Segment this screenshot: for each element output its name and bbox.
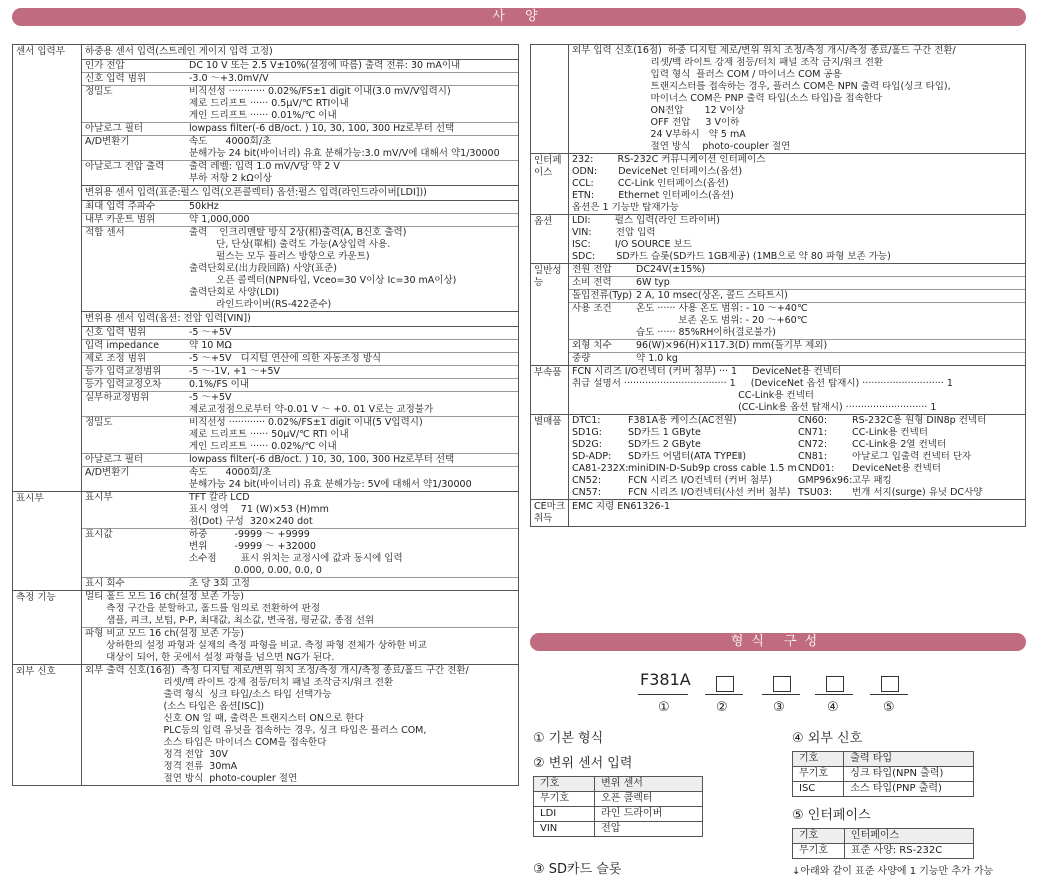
sold-cell: SD카드 어댑터(ATA TYPEⅡ) xyxy=(628,451,747,462)
spec-item xyxy=(82,379,518,392)
spec-line: CC-Link용 컨넥터 xyxy=(572,390,814,401)
option-lines xyxy=(569,215,1025,263)
model-row xyxy=(793,844,974,859)
model-banner: 형식 구성 xyxy=(530,633,1026,651)
sold-cell: GMP96x96: xyxy=(798,475,852,486)
model-cell: 기호 xyxy=(534,777,595,792)
sec-basic: ① 기본 형식 xyxy=(533,731,604,746)
spec-line: (CC-Link용 옵션 탑재시) ··························· 1 xyxy=(572,402,937,413)
sold-row xyxy=(572,427,1022,439)
spec-line: ISC: I/O SOURCE 보드 xyxy=(572,239,692,250)
spec-item-label: 신호 입력 범위 xyxy=(85,73,147,84)
sold-cell: CC-Link용 컨넥터 xyxy=(852,427,928,438)
spec-item-value: 약 10 MΩ xyxy=(189,340,232,351)
underline-1 xyxy=(638,694,688,695)
pulse-head: 변위용 센서 입력(표준:펄스 입력(오픈콜렉터) 옵션:펄스 입력(라인드라이버[LDI])) xyxy=(82,186,518,201)
spec-item-value: 96(W)×96(H)×117.3(D) mm(돌기부 제외) xyxy=(636,340,828,351)
spec-item-label: 제로 조정 범위 xyxy=(85,353,147,364)
ext-output-lines xyxy=(82,665,518,785)
sold-cell: SD1G: xyxy=(572,427,602,438)
spec-item xyxy=(82,161,518,185)
spec-item-label: 정밀도 xyxy=(85,417,113,428)
model-cell: 변위 센서 xyxy=(595,777,703,792)
model-cell: 무기호 xyxy=(534,792,595,807)
spec-line: 232: RS-232C 커뮤니케이션 인터페이스 xyxy=(572,154,766,165)
model-row xyxy=(793,767,974,782)
spec-item-label: 정밀도 xyxy=(85,86,113,97)
spec-line: 취급 설명서 ·································· 1 (DeviceNet 옵션 탑재시) ··························· 1 xyxy=(572,378,953,389)
sold-cell: RS-232C용 원형 DIN8p 컨넥터 xyxy=(852,415,987,426)
spec-line: 출력 형식 싱크 타입/소스 타입 선택가능 xyxy=(85,689,332,700)
spec-table-left xyxy=(12,44,519,786)
spec-item-value: lowpass filter(-6 dB/oct. ) 10, 30, 100, 300 Hz로부터 선택 xyxy=(189,454,455,465)
spec-item-value: 6W typ xyxy=(636,277,670,288)
spec-item xyxy=(82,353,518,366)
model-cell: 소스 타입(PNP 출력) xyxy=(844,782,974,797)
spec-line: CCL: CC-Link 인터페이스(옵션) xyxy=(572,178,729,189)
sold-cell: miniDIN-D-Sub9p cross cable 1.5 m xyxy=(628,463,797,474)
model-cell: 무기호 xyxy=(793,844,845,859)
spec-line: 샘플, 피크, 보텀, P-P, 최대값, 최소값, 변곡점, 평균값, 종점 선위 xyxy=(85,615,375,626)
model-cell: 싱크 타입(NPN 출력) xyxy=(844,767,974,782)
spec-item-label: 아날로그 필터 xyxy=(85,123,144,134)
spec-item-label: 입력 impedance xyxy=(85,340,160,351)
spec-line: 절연 방식 photo-coupler 절연 xyxy=(572,141,791,152)
model-cell: LDI xyxy=(534,807,595,822)
spec-table-right xyxy=(530,44,1026,527)
spec-item-label: 외형 치수 xyxy=(572,340,612,351)
measure-wave-compare xyxy=(82,628,518,664)
spec-item xyxy=(82,201,518,214)
spec-line: 멀티 홀드 모드 16 ch(설정 보존 가능) xyxy=(85,591,244,602)
model-cell: 기호 xyxy=(793,829,845,844)
spec-line: 상하한의 설정 파형과 실제의 측정 파형을 비교. 측정 파형 전체가 상하한 비교 xyxy=(85,640,427,651)
spec-item-value: -3.0 ～+3.0mV/V xyxy=(189,73,269,84)
spec-item-label: 아날로그 전압 출력 xyxy=(85,161,165,172)
sold-row xyxy=(572,439,1022,451)
sold-cell: 아날로그 입출력 컨넥터 단자 xyxy=(852,451,972,462)
spec-line: ODN: DeviceNet 인터페이스(옵션) xyxy=(572,166,743,177)
model-box-3 xyxy=(826,676,844,692)
spec-item xyxy=(82,136,518,161)
spec-item-label: 표시값 xyxy=(85,529,113,540)
volt-head: 변위용 센서 입력(옵션: 전압 입력[VIN]) xyxy=(82,312,518,327)
sold-cell: CN52: xyxy=(572,475,602,486)
spec-line: 절연 방식 photo-coupler 절연 xyxy=(85,773,298,784)
sold-cell: SD카드 1 GByte xyxy=(628,427,701,438)
spec-item-value: 약 1,000,000 xyxy=(189,214,250,225)
model-cell: 기호 xyxy=(793,752,844,767)
num-2: ② xyxy=(716,700,728,715)
cat-option: 옵션 xyxy=(531,215,569,264)
spec-line: LDI: 펄스 입력(라인 드라이버) xyxy=(572,215,720,226)
spec-line: VIN: 전압 입력 xyxy=(572,227,656,238)
sold-cell: CN72: xyxy=(798,439,828,450)
spec-line: 리셋/백 라이트 강제 점등/터치 패널 조작금지/워크 전환 xyxy=(85,677,394,688)
model-cell: VIN xyxy=(534,822,595,837)
pulse-items xyxy=(82,201,518,312)
model-cell: 인터페이스 xyxy=(844,829,973,844)
iface-lines xyxy=(569,154,1025,214)
spec-banner: 사 양 xyxy=(12,8,1026,26)
spec-item xyxy=(569,290,1025,303)
spec-line: OFF 전압 3 V이하 xyxy=(572,117,740,128)
spec-item-value: 온도 ······ 사용 온도 범위: - 10 ～+40℃ 보존 온도 범위: - 20 ～+60℃ 습도 ······ 85%RH이하(결로불가) xyxy=(636,303,808,338)
spec-item-label: A/D변환기 xyxy=(85,467,130,478)
spec-line: 정격 전압 30V xyxy=(85,749,228,760)
num-5: ⑤ xyxy=(883,700,895,715)
spec-line: 리셋/백 라이트 강제 점등/터치 패널 조작 금지/워크 전환 xyxy=(572,57,884,68)
sec-sd: ③ SD카드 슬롯 xyxy=(533,862,622,877)
model-box-2 xyxy=(773,676,791,692)
ce-value: EMC 지령 EN61326-1 xyxy=(569,500,1026,527)
model-cell: 전압 xyxy=(595,822,703,837)
model-cell: ISC xyxy=(793,782,844,797)
sold-cell: 번개 서지(surge) 유닛 DC사양 xyxy=(852,487,983,498)
spec-line: 외부 입력 신호(16점) 하중 디지털 제로/변위 위치 조정/측정 개시/측정 종료/홀드 구간 전환/ xyxy=(572,45,956,56)
spec-item-label: A/D변환기 xyxy=(85,136,130,147)
cat-ext: 외부 신호 xyxy=(13,665,82,786)
model-box-4 xyxy=(881,676,899,692)
spec-item-value: 2 A, 10 msec(상온, 콜드 스타트시) xyxy=(636,290,788,301)
model-cell: 라인 드라이버 xyxy=(595,807,703,822)
spec-item-label: 실부하교정범위 xyxy=(85,392,150,403)
model-box-1 xyxy=(716,676,734,692)
cat-ce: CE마크 취득 xyxy=(531,500,569,527)
sold-cell: CC-Link용 2열 컨넥터 xyxy=(852,439,947,450)
sold-cell: CN60: xyxy=(798,415,828,426)
general-items xyxy=(569,264,1025,365)
spec-line: 옵션은 1 기능만 탑재가능 xyxy=(572,202,679,213)
spec-item-value: -5 ～+5V 디지털 연산에 의한 자동조정 방식 xyxy=(189,353,382,364)
spec-item-value: lowpass filter(-6 dB/oct. ) 10, 30, 100, 300 Hz로부터 선택 xyxy=(189,123,455,134)
underline-2 xyxy=(705,694,743,695)
model-cell: 표준 사양: RS-232C xyxy=(844,844,973,859)
spec-item-label: 돌입전류(Typ) xyxy=(572,290,633,301)
sold-cell: SD-ADP: xyxy=(572,451,612,462)
spec-item-label: 등가 입력교정범위 xyxy=(85,366,162,377)
spec-item-value: 비직선성 ············ 0.02%/FS±1 digit 이내(3.0 mV/V입력시) 제로 드리프트 ······ 0.5μV/℃ RTI이내 게인 드리프트 ······ 0.01%/℃ 이내 xyxy=(189,86,451,121)
num-4: ④ xyxy=(827,700,839,715)
table-iface xyxy=(792,828,974,859)
sold-cell: CN57: xyxy=(572,487,602,498)
cat-acc: 부속품 xyxy=(531,366,569,415)
sold-cell: CN71: xyxy=(798,427,828,438)
sold-row xyxy=(572,463,1022,475)
spec-item-value: 0.1%/FS 이내 xyxy=(189,379,250,390)
spec-item-value: -5 ～-1V, +1 ～+5V xyxy=(189,366,281,377)
model-row xyxy=(534,777,703,792)
display-items xyxy=(82,492,518,590)
spec-item-label: 적합 센서 xyxy=(85,227,125,238)
spec-item xyxy=(82,123,518,136)
spec-line: FCN 시리즈 I/O컨넥터 (커버 첨부) ··· 1 DeviceNet용 컨넥터 xyxy=(572,366,842,377)
spec-item xyxy=(82,417,518,454)
spec-line: SDC: SD카드 슬롯(SD카드 1GB제공) (1MB으로 약 80 파형 보존 가능) xyxy=(572,251,891,262)
spec-item-value: 속도 4000회/초 분해가능 24 bit(바이너리) 유효 분해가능:3.0 mV/V에 대해서 약1/30000 xyxy=(189,136,500,159)
spec-item-value: 하중 -9999 ～ +9999 변위 -9999 ～ +32000 소수점 표시 위치는 교정시에 값과 동시에 입력 0.000, 0.00, 0.0, 0 xyxy=(189,529,403,576)
measure-multi-hold xyxy=(82,591,518,628)
sold-cell: SD2G: xyxy=(572,439,602,450)
spec-item-value: 초 당 3회 고정 xyxy=(189,578,250,589)
spec-item-label: 신호 입력 범위 xyxy=(85,327,147,338)
spec-item xyxy=(82,467,518,491)
volt-items xyxy=(82,327,518,491)
spec-line: 입력 형식 플러스 COM / 마이너스 COM 공용 xyxy=(572,69,842,80)
spec-line: 측정 구간을 분할하고, 홀드를 임의로 전환하여 판정 xyxy=(85,603,320,614)
spec-item-value: -5 ～+5V xyxy=(189,327,232,338)
spec-item xyxy=(82,454,518,467)
spec-item-label: 등가 입력교정오차 xyxy=(85,379,162,390)
sold-cell: CN81: xyxy=(798,451,828,462)
spec-line: 파형 비교 모드 16 ch(설정 보존 가능) xyxy=(85,628,244,639)
spec-item xyxy=(82,86,518,123)
spec-item-label: 사용 조건 xyxy=(572,303,612,314)
table-disp-sensor xyxy=(533,776,703,837)
spec-item-value: DC 10 V 또는 2.5 V±10%(설정에 따름) 출력 전류: 30 mA이내 xyxy=(189,60,461,71)
model-cell: 오픈 콜렉터 xyxy=(595,792,703,807)
spec-item-value: TFT 칼라 LCD 표시 영역 71 (W)×53 (H)mm 점(Dot) 구성 320×240 dot xyxy=(189,492,329,527)
underline-3 xyxy=(762,694,800,695)
spec-item xyxy=(82,366,518,379)
sold-cell: TSU03: xyxy=(798,487,833,498)
spec-item-value: 50kHz xyxy=(189,201,219,212)
sold-cell: SD카드 2 GByte xyxy=(628,439,701,450)
spec-item-value: 약 1.0 kg xyxy=(636,353,678,364)
underline-5 xyxy=(870,694,908,695)
cat-iface: 인터페이스 xyxy=(531,154,569,215)
sec-iface: ⑤ 인터페이스 xyxy=(792,808,871,823)
table-ext xyxy=(792,751,974,797)
spec-item xyxy=(569,264,1025,277)
spec-item-value: -5 ～+5V 제로교정점으로부터 약-0.01 V ～ +0. 01 V로는 교정불가 xyxy=(189,392,434,415)
spec-item-label: 인가 전압 xyxy=(85,60,125,71)
model-row xyxy=(793,829,974,844)
spec-line: 정격 전류 30mA xyxy=(85,761,238,772)
spec-line: 24 V부하시 약 5 mA xyxy=(572,129,746,140)
model-row xyxy=(534,792,703,807)
spec-item-label: 소비 전력 xyxy=(572,277,612,288)
spec-item xyxy=(569,340,1025,353)
num-1: ① xyxy=(658,700,670,715)
cat-sensor: 센서 입력부 xyxy=(13,45,82,492)
spec-item xyxy=(569,353,1025,365)
spec-item xyxy=(82,392,518,417)
spec-item xyxy=(82,492,518,529)
spec-line: 소스 타입은 마이너스 COM을 접속한다 xyxy=(85,737,327,748)
acc-lines xyxy=(569,366,1025,414)
spec-item-label: 전원 전압 xyxy=(572,264,612,275)
spec-item-label: 표시 회수 xyxy=(85,578,125,589)
spec-item-label: 표시부 xyxy=(85,492,113,503)
spec-item xyxy=(82,529,518,578)
ext-input-lines xyxy=(569,45,1025,153)
cat-general: 일반성능 xyxy=(531,264,569,366)
sold-cell: DeviceNet용 컨넥터 xyxy=(852,463,941,474)
cat-ext-in xyxy=(531,45,569,154)
spec-line: ON전압 12 V이상 xyxy=(572,105,745,116)
model-cell: 출력 타입 xyxy=(844,752,974,767)
sold-row xyxy=(572,451,1022,463)
load-items xyxy=(82,60,518,186)
cat-measure: 측정 기능 xyxy=(13,591,82,665)
sold-row xyxy=(572,475,1022,487)
spec-line: 트랜지스터를 접속하는 경우, 플러스 COM은 NPN 출력 타입(싱크 타입), xyxy=(572,81,951,92)
spec-item xyxy=(82,578,518,590)
spec-item-value: DC24V(±15%) xyxy=(636,264,706,275)
spec-item xyxy=(82,340,518,353)
spec-line: 외부 출력 신호(16점) 측정 디지털 제로/변위 위치 조정/측정 개시/측정 종료/홀드 구간 전환/ xyxy=(85,665,469,676)
model-prefix: F381A xyxy=(640,670,691,689)
spec-item xyxy=(82,60,518,73)
sensor-block xyxy=(82,45,519,492)
spec-item xyxy=(82,214,518,227)
cat-sold: 별매품 xyxy=(531,415,569,500)
underline-4 xyxy=(815,694,853,695)
sold-cell: FCN 시리즈 I/O컨넥터(사선 커버 첨부) xyxy=(628,487,791,498)
spec-item-label: 내부 카운트 범위 xyxy=(85,214,156,225)
sold-cell: FCN 시리즈 I/O컨넥터 (커버 첨부) xyxy=(628,475,772,486)
iface-note: ↓아래와 같이 표준 사양에 1 기능만 추가 가능 xyxy=(792,866,994,877)
model-row xyxy=(793,782,974,797)
sold-cell: DTC1: xyxy=(572,415,601,426)
spec-line: 마이너스 COM은 PNP 출력 타입(소스 타입)을 접속한다 xyxy=(572,93,883,104)
spec-item xyxy=(82,327,518,340)
spec-item xyxy=(569,303,1025,340)
sec-ext: ④ 외부 신호 xyxy=(792,731,863,746)
sold-cell: F381A용 케이스(AC전원) xyxy=(628,415,737,426)
sold-cell: CA81-232X: xyxy=(572,463,628,474)
spec-item xyxy=(82,73,518,86)
sold-grid xyxy=(569,415,1025,499)
spec-item xyxy=(82,227,518,311)
sold-cell: CND01: xyxy=(798,463,835,474)
spec-item-label: 중량 xyxy=(572,353,591,364)
load-head: 하중용 센서 입력(스트레인 게이지 입력 고정) xyxy=(82,45,518,60)
spec-item-label: 아날로그 필터 xyxy=(85,454,144,465)
spec-line: 신호 ON 일 때, 출력은 트랜지스터 ON으로 한다 xyxy=(85,713,364,724)
spec-line: PLC등의 입력 유닛을 접속하는 경우, 싱크 타입은 플러스 COM, xyxy=(85,725,427,736)
spec-item xyxy=(569,277,1025,290)
sold-row xyxy=(572,487,1022,499)
spec-item-value: 비직선성 ············ 0.02%/FS±1 digit 이내(5 V입력시) 제로 드리프트 ······ 50μV/℃ RTI 이내 게인 드리프트 ······ 0.02%/℃ 이내 xyxy=(189,417,423,452)
num-3: ③ xyxy=(773,700,785,715)
spec-line: 대상이 되어, 한 곳에서 설정 파형을 넘으면 NG가 된다. xyxy=(85,652,335,663)
cat-display: 표시부 xyxy=(13,492,82,591)
model-row xyxy=(534,807,703,822)
sold-row xyxy=(572,415,1022,427)
model-row xyxy=(793,752,974,767)
spec-line: ETN: Ethernet 인터페이스(옵션) xyxy=(572,190,734,201)
model-cell: 무기호 xyxy=(793,767,844,782)
spec-item-value: 출력 인크리멘탈 방식 2상(相)출력(A, B신호 출력) 단, 단상(單相) 출력도 가능(A상입력 사용. 펄스는 모두 플러스 방향으로 카운트) 출력단회로(出力段回路) 사양(표준) 오픈 콜렉터(NPN타입, Vceo=30 V이상 Ic=30 mA이상) 출력단회로 사양(LDI) 라인드라이버(RS-422준수) xyxy=(189,227,457,310)
model-row xyxy=(534,822,703,837)
spec-item-label: 최대 입력 주파수 xyxy=(85,201,156,212)
spec-item-value: 속도 4000회/초 분해가능 24 bit(바이너리) 유효 분해가능: 5V에 대해서 약1/30000 xyxy=(189,467,472,490)
sold-cell: 고무 패킹 xyxy=(852,475,892,486)
sec-disp-sensor: ② 변위 센서 입력 xyxy=(533,756,633,771)
spec-item-value: 출력 레벨: 입력 1.0 mV/V당 약 2 V 부하 저항 2 kΩ이상 xyxy=(189,161,340,184)
spec-line: (소스 타입은 옵션[ISC]) xyxy=(85,701,265,712)
